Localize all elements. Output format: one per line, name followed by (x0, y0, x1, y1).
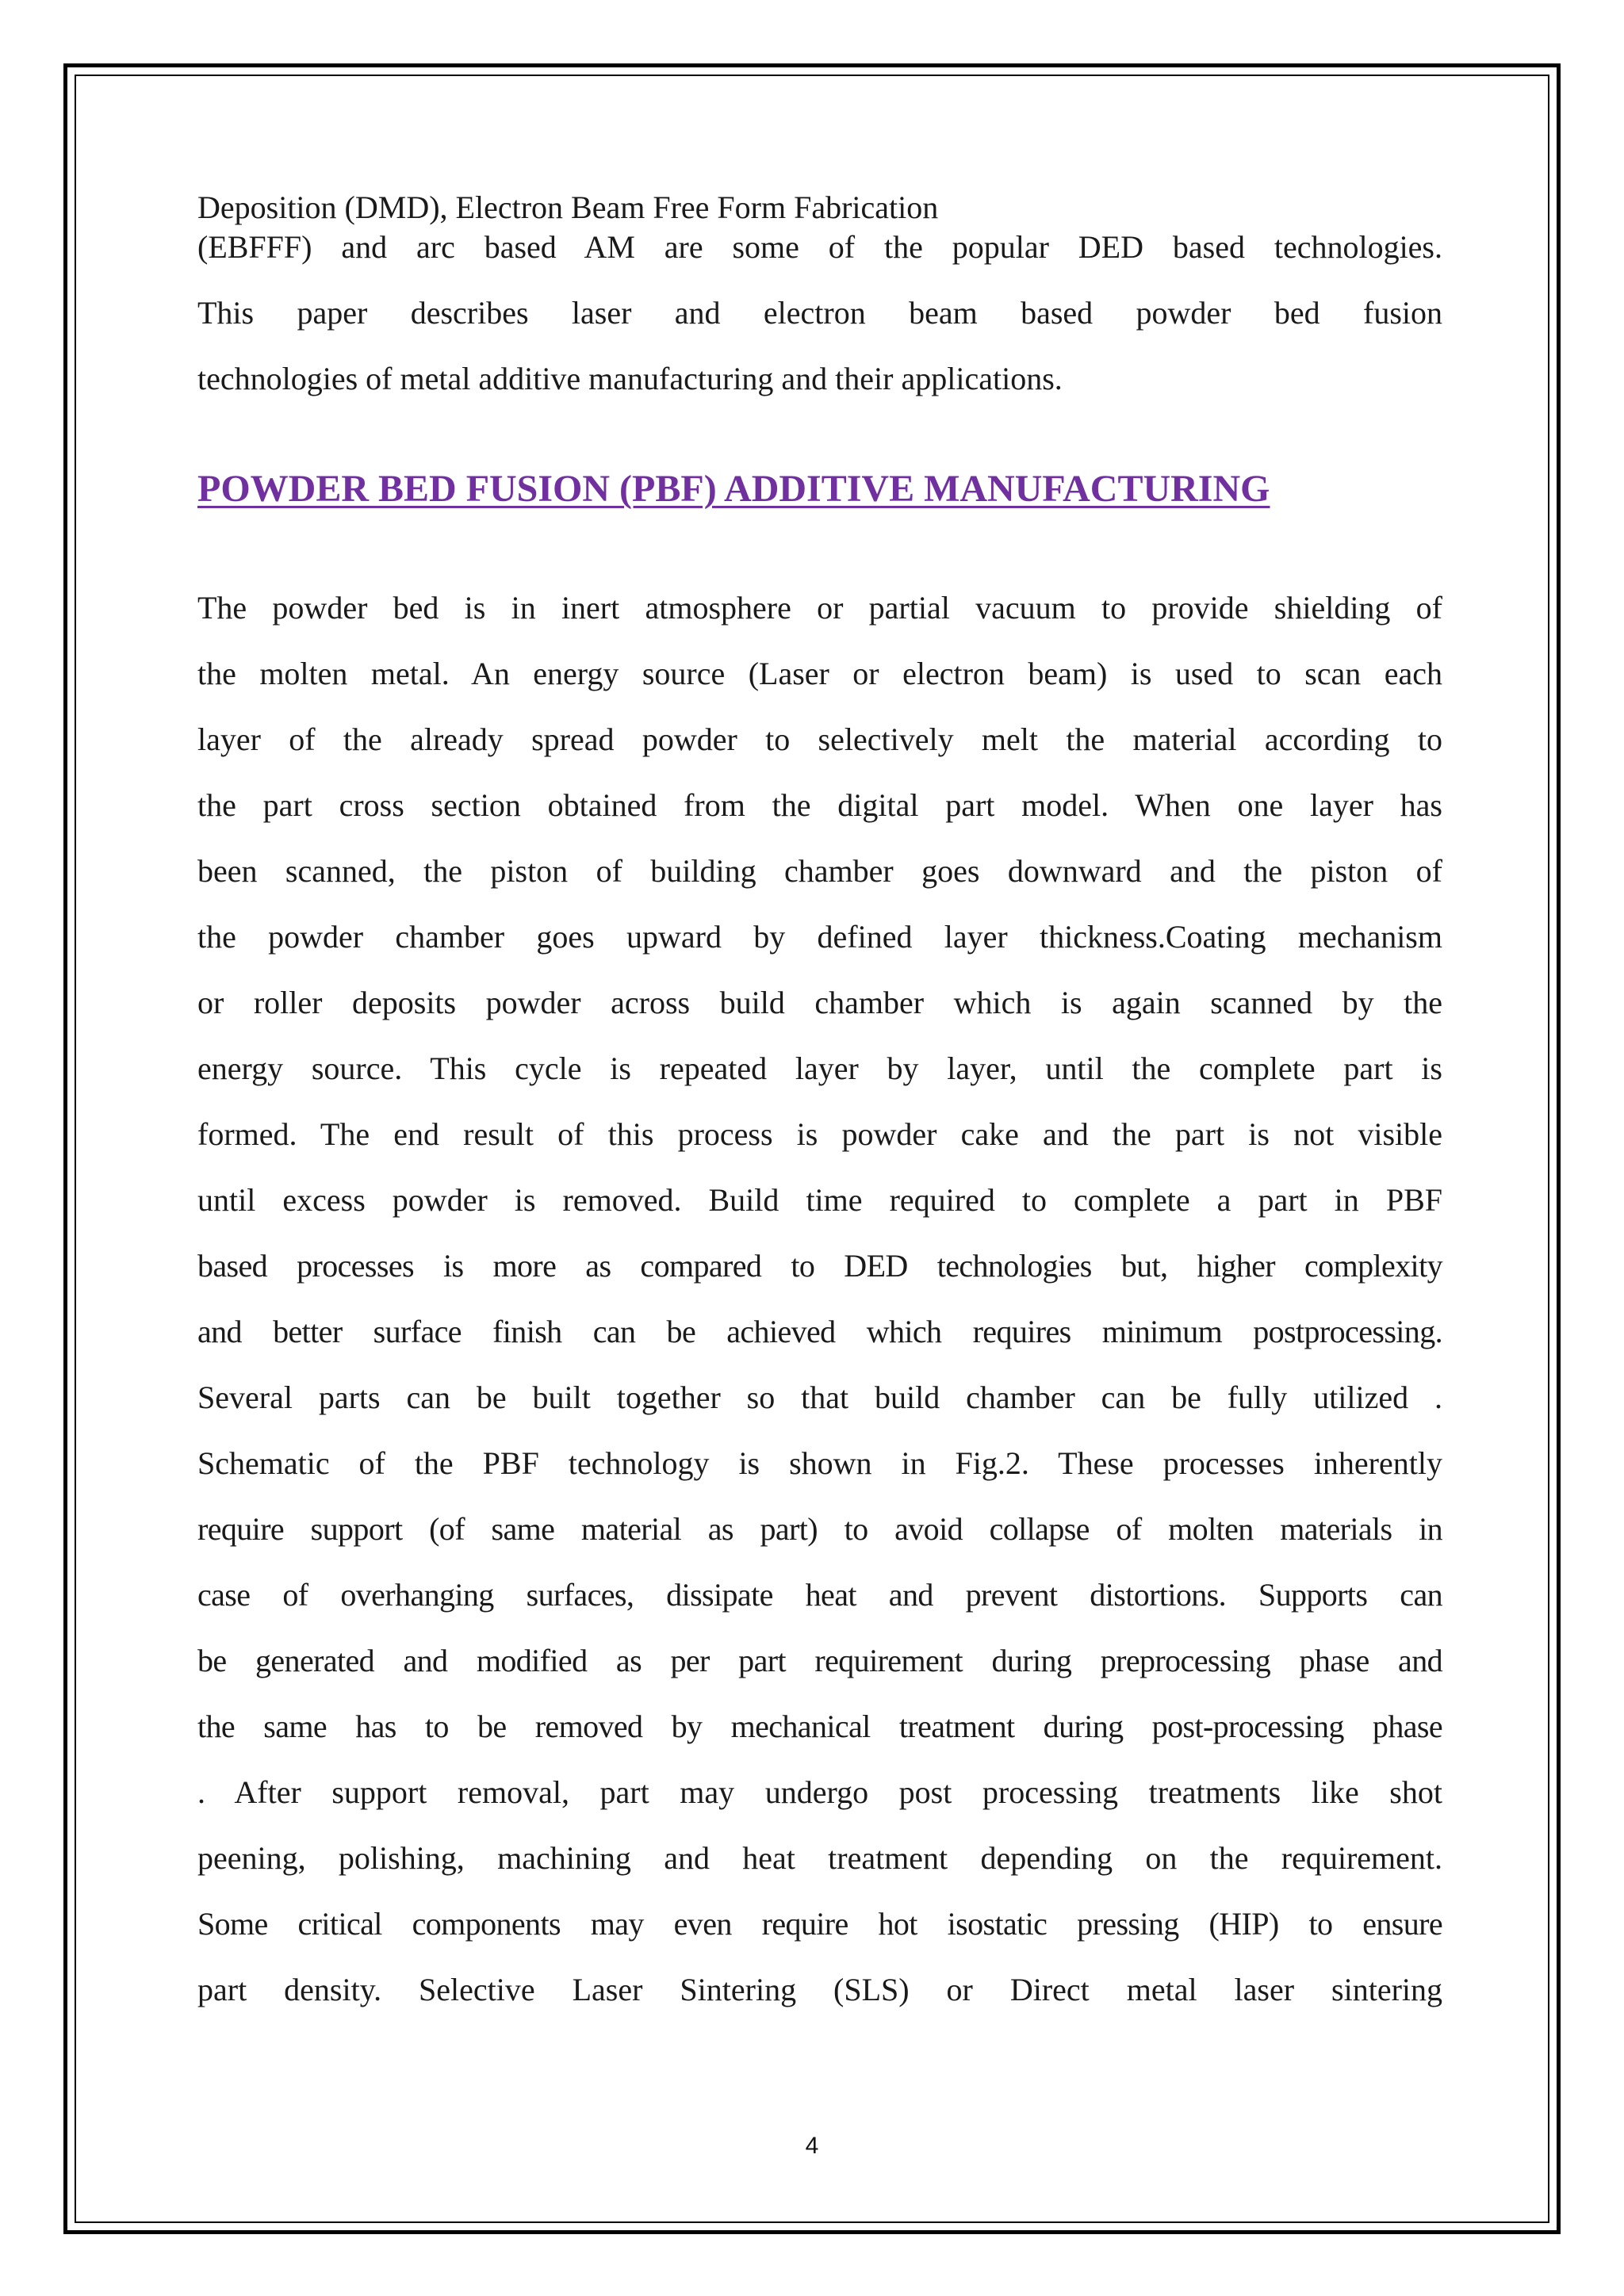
intro-line: (EBFFF) and arc based AM are some of the popular DED based technologies. (197, 229, 1442, 265)
body-line: the part cross section obtained from the digital part model. When one layer has (197, 787, 1442, 823)
body-line: . After support removal, part may undergo post processing treatments like shot (197, 1774, 1442, 1810)
body-line: case of overhanging surfaces, dissipate heat and prevent distortions. Supports can (197, 1577, 1442, 1613)
body-line: be generated and modified as per part requirement during preprocessing phase and (197, 1643, 1442, 1678)
page-number: 4 (805, 2133, 819, 2159)
section-heading: POWDER BED FUSION (PBF) ADDITIVE MANUFACTURING (197, 468, 1270, 510)
intro-paragraph (197, 214, 1442, 411)
lead-line: Deposition (DMD), Electron Beam Free Form Fabrication (197, 189, 939, 225)
body-line: Several parts can be built together so that build chamber can be fully utilized . (197, 1380, 1442, 1415)
body-line: part density. Selective Laser Sintering (SLS) or Direct metal laser sintering (197, 1972, 1442, 2007)
body-line: or roller deposits powder across build chamber which is again scanned by the (197, 985, 1442, 1020)
body-line: energy source. This cycle is repeated layer by layer, until the complete part is (197, 1050, 1442, 1086)
intro-line: technologies of metal additive manufacturing and their applications. (197, 361, 1063, 396)
body-line: the same has to be removed by mechanical treatment during post-processing phase (197, 1709, 1442, 1744)
body-line: layer of the already spread powder to selectively melt the material according to (197, 721, 1442, 757)
body-line: Schematic of the PBF technology is shown in Fig.2. These processes inherently (197, 1445, 1442, 1481)
body-line: require support (of same material as part) to avoid collapse of molten materials in (197, 1511, 1442, 1547)
body-paragraph (197, 575, 1442, 2022)
body-line: The powder bed is in inert atmosphere or partial vacuum to provide shielding of (197, 590, 1442, 626)
body-line: been scanned, the piston of building chamber goes downward and the piston of (197, 853, 1442, 889)
page-content (197, 187, 1442, 2022)
body-line: the molten metal. An energy source (Laser or electron beam) is used to scan each (197, 656, 1442, 691)
body-line: peening, polishing, machining and heat treatment depending on the requirement. (197, 1840, 1442, 1876)
body-line: until excess powder is removed. Build time required to complete a part in PBF (197, 1182, 1442, 1218)
body-line: Some critical components may even require hot isostatic pressing (HIP) to ensure (197, 1906, 1442, 1942)
body-line: and better surface finish can be achieved which requires minimum postprocessing. (197, 1314, 1442, 1349)
body-line: the powder chamber goes upward by defined layer thickness.Coating mechanism (197, 919, 1442, 955)
body-line: formed. The end result of this process is powder cake and the part is not visible (197, 1116, 1442, 1152)
body-line: based processes is more as compared to DED technologies but, higher complexity (197, 1248, 1442, 1284)
intro-line: This paper describes laser and electron beam based powder bed fusion (197, 295, 1442, 331)
